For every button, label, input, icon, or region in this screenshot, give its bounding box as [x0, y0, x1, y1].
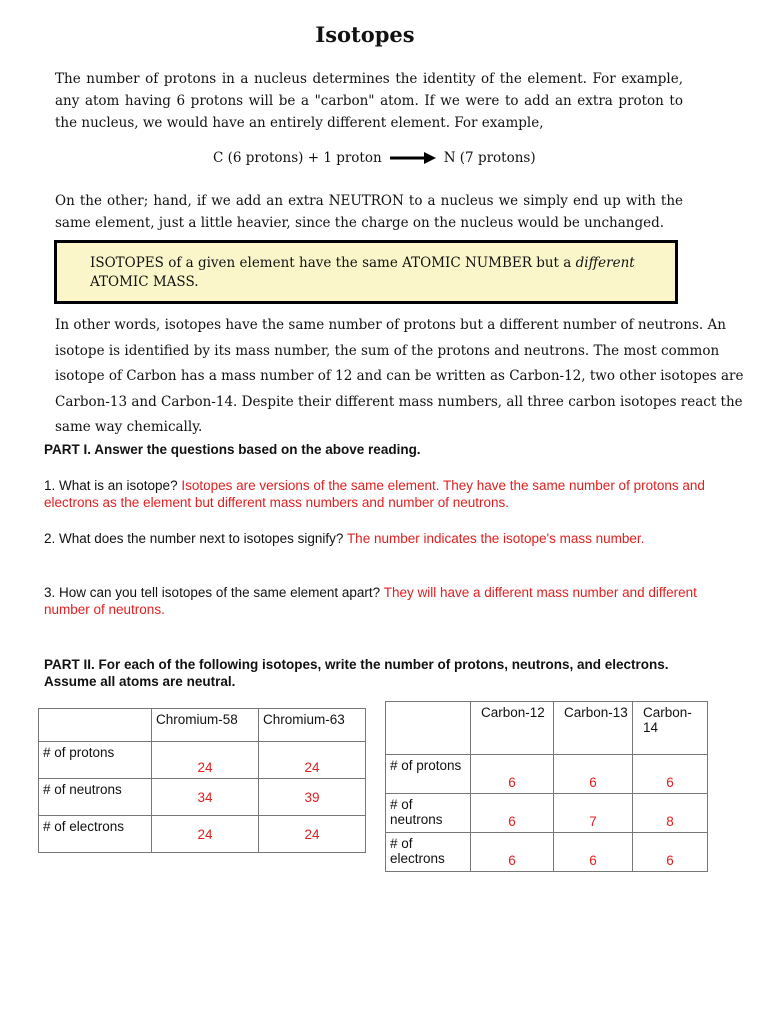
table-cell [554, 833, 633, 872]
table-cell [633, 755, 708, 794]
cell-value: 6 [589, 775, 597, 790]
table-cell [633, 794, 708, 833]
row-label: # of protons [39, 742, 152, 779]
definition-part1: ISOTOPES of a given element have the same ATOMIC NUMBER but a [90, 255, 576, 271]
cell-value: 6 [508, 853, 516, 868]
cell-value: 24 [304, 827, 320, 842]
carbon-table [385, 701, 708, 872]
right-arrow-icon [390, 152, 436, 164]
equation-left: C (6 protons) + 1 proton [213, 150, 382, 166]
answer-1-text: Isotopes are versions of the same element. They have the same number of protons and electrons as the element but different mass numbers and number of neutrons. [44, 478, 705, 510]
table-header-empty [39, 709, 152, 742]
table-header-empty [386, 702, 471, 755]
question-1 [44, 477, 724, 511]
table-header: Carbon-14 [633, 702, 708, 755]
equation [213, 150, 536, 166]
part2-heading: PART II. For each of the following isotopes, write the number of protons, neutrons, and electrons. Assume all atoms are neutral. [44, 657, 669, 689]
row-label: # of protons [386, 755, 471, 794]
table-cell [633, 833, 708, 872]
table-row [386, 702, 708, 755]
question-3 [44, 584, 724, 618]
table-cell [152, 742, 259, 779]
cell-value: 39 [304, 790, 320, 805]
table-cell [259, 779, 366, 816]
part1-heading: PART I. Answer the questions based on the above reading. [44, 442, 421, 457]
table-cell [554, 755, 633, 794]
cell-value: 6 [508, 775, 516, 790]
chromium-table [38, 708, 366, 853]
table-cell [152, 816, 259, 853]
row-label: # of neutrons [386, 794, 471, 833]
table-row [39, 779, 366, 816]
answer-3-text: They will have a different mass number and different number of neutrons. [44, 585, 697, 617]
table-row [39, 709, 366, 742]
definition-part2: ATOMIC MASS. [90, 274, 199, 290]
table-row [386, 794, 708, 833]
cell-value: 8 [666, 814, 674, 829]
table-cell [259, 742, 366, 779]
table-header: Chromium-58 [152, 709, 259, 742]
question-1-text: 1. What is an isotope? [44, 478, 182, 493]
neutron-paragraph: On the other; hand, if we add an extra NEUTRON to a nucleus we simply end up with the same element, just a little heavier, since the charge on the nucleus would be unchanged. [55, 193, 683, 231]
intro-paragraph: The number of protons in a nucleus determines the identity of the element. For example, any atom having 6 protons will be a "carbon" atom. If we were to add an extra proton to the nucleus, we would have an entirely different element. For example, [55, 71, 683, 131]
definition-text [90, 254, 650, 292]
cell-value: 6 [589, 853, 597, 868]
table-header: Chromium-63 [259, 709, 366, 742]
question-3-text: 3. How can you tell isotopes of the same element apart? [44, 585, 384, 600]
table-row [386, 833, 708, 872]
definition-box [54, 240, 678, 304]
table-cell [259, 816, 366, 853]
table-header: Carbon-12 [471, 702, 554, 755]
row-label: # of neutrons [39, 779, 152, 816]
table-header: Carbon-13 [554, 702, 633, 755]
table-cell [554, 794, 633, 833]
table-row [39, 742, 366, 779]
cell-value: 6 [508, 814, 516, 829]
row-label: # of electrons [39, 816, 152, 853]
table-row [386, 755, 708, 794]
table-row [39, 816, 366, 853]
cell-value: 6 [666, 775, 674, 790]
row-label: # of electrons [386, 833, 471, 872]
table-cell [152, 779, 259, 816]
cell-value: 7 [589, 814, 597, 829]
equation-right: N (7 protons) [443, 150, 536, 166]
cell-value: 24 [197, 760, 213, 775]
answer-2-text: The number indicates the isotope's mass number. [346, 531, 645, 546]
cell-value: 24 [197, 827, 213, 842]
table-cell [471, 833, 554, 872]
page-title: Isotopes [315, 22, 415, 47]
definition-italic: different [575, 255, 635, 271]
table-cell [471, 755, 554, 794]
cell-value: 6 [666, 853, 674, 868]
cell-value: 24 [304, 760, 320, 775]
explanation-paragraph: In other words, isotopes have the same number of protons but a different number of neutrons. An isotope is identified by its mass number, the sum of the protons and neutrons. The most common isotope of Carbon has a mass number of 12 and can be written as Carbon-12, two other isotopes are Carbon-13 and Carbon-14. Despite their different mass numbers, all three carbon isotopes react the same way chemically. [55, 317, 744, 435]
question-2-text: 2. What does the number next to isotopes signify? [44, 531, 347, 546]
table-cell [471, 794, 554, 833]
cell-value: 34 [197, 790, 213, 805]
question-2 [44, 530, 724, 547]
